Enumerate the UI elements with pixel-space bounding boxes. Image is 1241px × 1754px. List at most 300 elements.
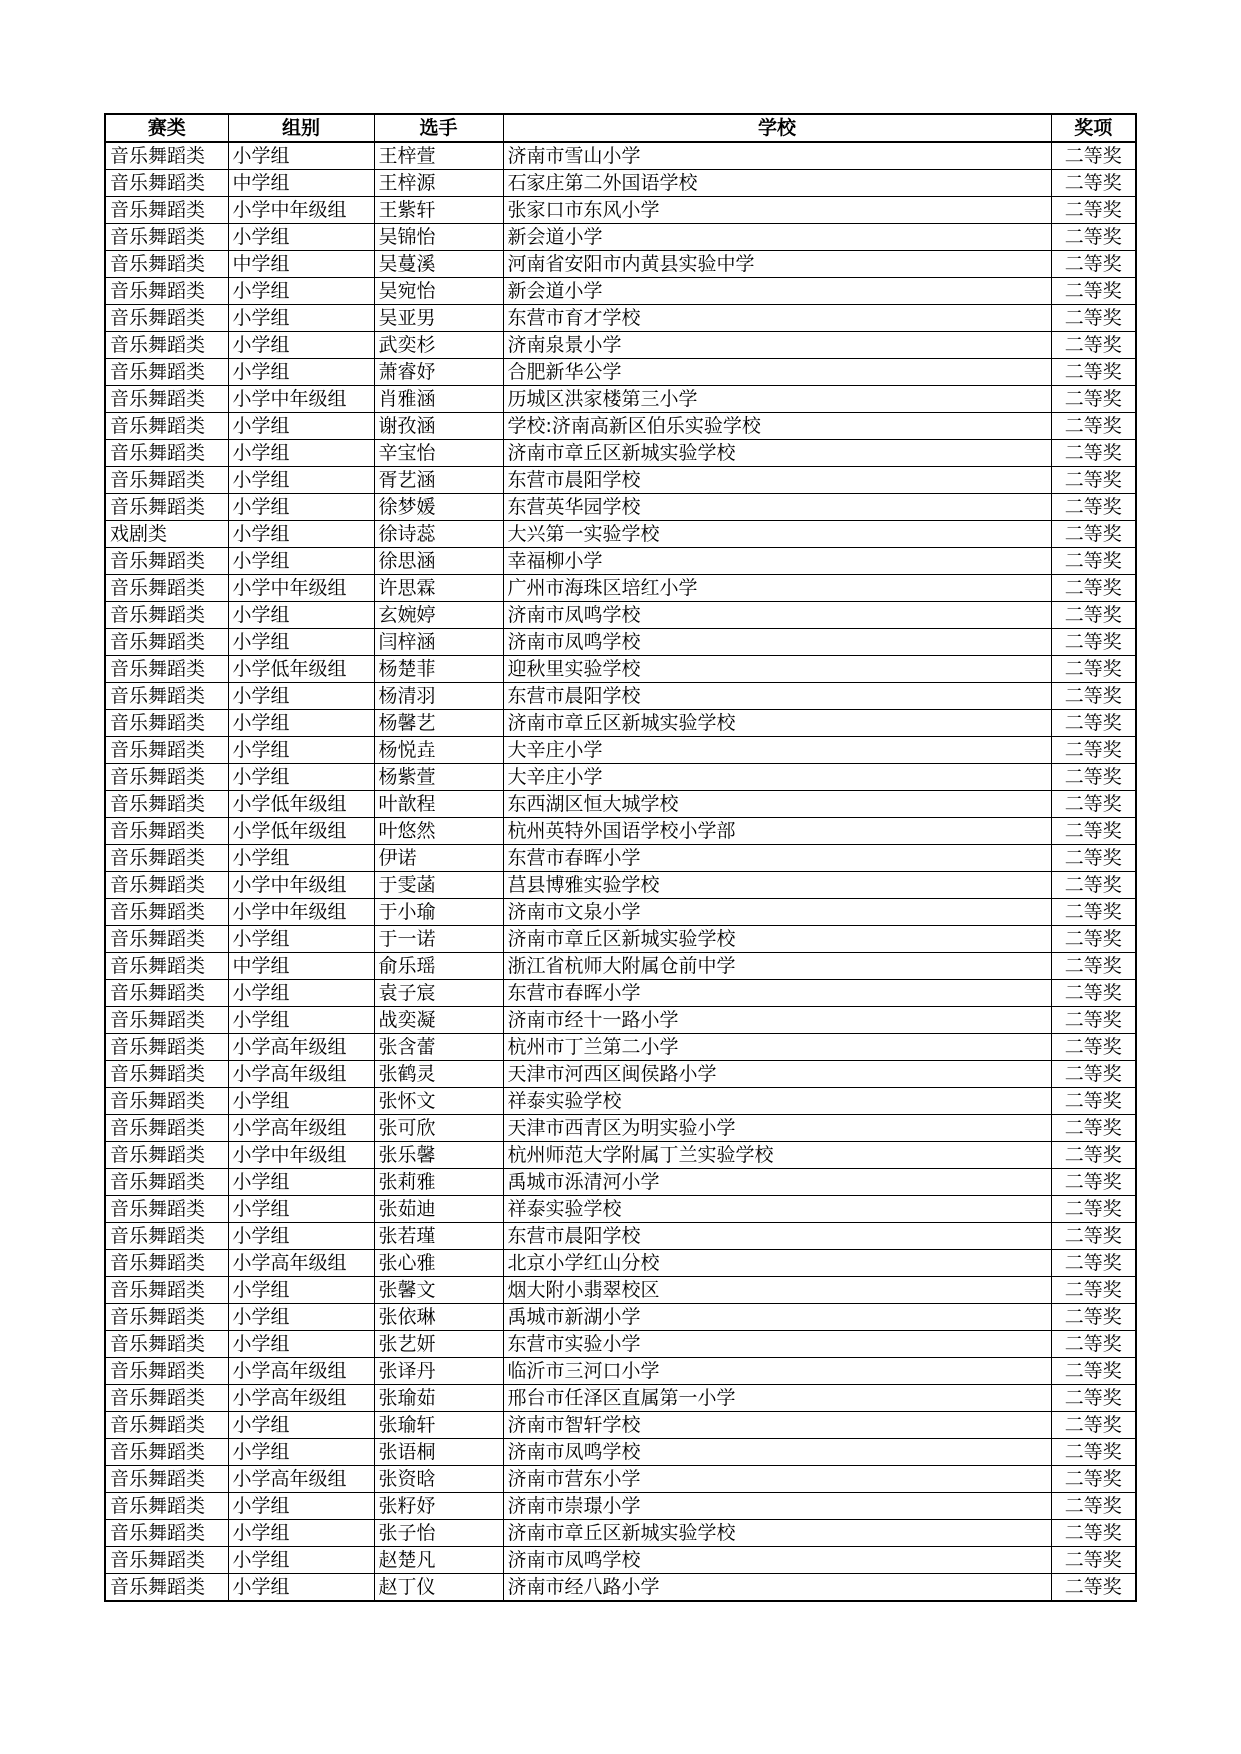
cell-contestant: 张子怡	[374, 1520, 503, 1547]
cell-award: 二等奖	[1051, 1169, 1136, 1196]
cell-school: 莒县博雅实验学校	[503, 872, 1051, 899]
header-row	[105, 114, 1136, 142]
cell-category: 音乐舞蹈类	[105, 1034, 228, 1061]
cell-category: 音乐舞蹈类	[105, 1169, 228, 1196]
table-row	[105, 683, 1136, 710]
cell-group: 小学低年级组	[228, 791, 374, 818]
table-row	[105, 1412, 1136, 1439]
cell-contestant: 杨楚菲	[374, 656, 503, 683]
cell-school: 大辛庄小学	[503, 737, 1051, 764]
cell-group: 小学组	[228, 142, 374, 170]
cell-school: 北京小学红山分校	[503, 1250, 1051, 1277]
cell-group: 小学中年级组	[228, 872, 374, 899]
cell-category: 音乐舞蹈类	[105, 1277, 228, 1304]
cell-category: 音乐舞蹈类	[105, 467, 228, 494]
cell-contestant: 杨紫萱	[374, 764, 503, 791]
cell-contestant: 张艺妍	[374, 1331, 503, 1358]
cell-category: 音乐舞蹈类	[105, 1520, 228, 1547]
cell-group: 小学组	[228, 413, 374, 440]
cell-category: 音乐舞蹈类	[105, 683, 228, 710]
cell-group: 小学组	[228, 521, 374, 548]
table-row	[105, 629, 1136, 656]
cell-category: 音乐舞蹈类	[105, 656, 228, 683]
cell-group: 小学中年级组	[228, 1142, 374, 1169]
cell-award: 二等奖	[1051, 1250, 1136, 1277]
cell-contestant: 张乐馨	[374, 1142, 503, 1169]
cell-group: 小学组	[228, 1547, 374, 1574]
cell-category: 戏剧类	[105, 521, 228, 548]
cell-school: 济南市章丘区新城实验学校	[503, 710, 1051, 737]
header-group: 组别	[228, 114, 374, 142]
table-row	[105, 818, 1136, 845]
cell-school: 新会道小学	[503, 278, 1051, 305]
cell-award: 二等奖	[1051, 980, 1136, 1007]
cell-category: 音乐舞蹈类	[105, 332, 228, 359]
cell-group: 小学低年级组	[228, 656, 374, 683]
cell-school: 济南市经八路小学	[503, 1574, 1051, 1602]
cell-award: 二等奖	[1051, 332, 1136, 359]
table-row	[105, 953, 1136, 980]
cell-contestant: 徐诗蕊	[374, 521, 503, 548]
cell-school: 济南市智轩学校	[503, 1412, 1051, 1439]
cell-group: 小学组	[228, 845, 374, 872]
table-row	[105, 170, 1136, 197]
cell-school: 东西湖区恒大城学校	[503, 791, 1051, 818]
cell-group: 中学组	[228, 170, 374, 197]
table-row	[105, 656, 1136, 683]
cell-school: 新会道小学	[503, 224, 1051, 251]
cell-award: 二等奖	[1051, 224, 1136, 251]
cell-contestant: 张依琳	[374, 1304, 503, 1331]
cell-category: 音乐舞蹈类	[105, 1547, 228, 1574]
table-row	[105, 602, 1136, 629]
cell-award: 二等奖	[1051, 1412, 1136, 1439]
cell-award: 二等奖	[1051, 926, 1136, 953]
cell-group: 小学组	[228, 1331, 374, 1358]
table-body	[105, 142, 1136, 1601]
cell-contestant: 萧睿妤	[374, 359, 503, 386]
table-row	[105, 332, 1136, 359]
cell-award: 二等奖	[1051, 170, 1136, 197]
table-row	[105, 1385, 1136, 1412]
cell-contestant: 战奕凝	[374, 1007, 503, 1034]
cell-group: 小学组	[228, 1493, 374, 1520]
cell-category: 音乐舞蹈类	[105, 1250, 228, 1277]
cell-contestant: 王紫轩	[374, 197, 503, 224]
cell-category: 音乐舞蹈类	[105, 845, 228, 872]
cell-group: 小学组	[228, 1277, 374, 1304]
cell-contestant: 张可欣	[374, 1115, 503, 1142]
cell-contestant: 张心雅	[374, 1250, 503, 1277]
cell-school: 东营市实验小学	[503, 1331, 1051, 1358]
cell-school: 东营市晨阳学校	[503, 467, 1051, 494]
table-row	[105, 1250, 1136, 1277]
table-row	[105, 494, 1136, 521]
cell-award: 二等奖	[1051, 1034, 1136, 1061]
cell-school: 济南市凤鸣学校	[503, 629, 1051, 656]
cell-award: 二等奖	[1051, 386, 1136, 413]
table-row	[105, 440, 1136, 467]
cell-school: 东营市晨阳学校	[503, 683, 1051, 710]
cell-category: 音乐舞蹈类	[105, 359, 228, 386]
cell-group: 小学组	[228, 224, 374, 251]
cell-award: 二等奖	[1051, 440, 1136, 467]
cell-school: 济南市凤鸣学校	[503, 602, 1051, 629]
cell-category: 音乐舞蹈类	[105, 791, 228, 818]
cell-award: 二等奖	[1051, 467, 1136, 494]
cell-school: 东营英华园学校	[503, 494, 1051, 521]
cell-group: 小学组	[228, 602, 374, 629]
table-row	[105, 1304, 1136, 1331]
cell-group: 小学高年级组	[228, 1115, 374, 1142]
cell-award: 二等奖	[1051, 548, 1136, 575]
cell-category: 音乐舞蹈类	[105, 251, 228, 278]
cell-category: 音乐舞蹈类	[105, 278, 228, 305]
table-row	[105, 980, 1136, 1007]
cell-category: 音乐舞蹈类	[105, 1061, 228, 1088]
cell-award: 二等奖	[1051, 1223, 1136, 1250]
cell-school: 东营市晨阳学校	[503, 1223, 1051, 1250]
cell-award: 二等奖	[1051, 1142, 1136, 1169]
cell-award: 二等奖	[1051, 1466, 1136, 1493]
cell-group: 小学组	[228, 305, 374, 332]
cell-award: 二等奖	[1051, 764, 1136, 791]
cell-school: 广州市海珠区培红小学	[503, 575, 1051, 602]
cell-category: 音乐舞蹈类	[105, 1466, 228, 1493]
cell-contestant: 吴宛怡	[374, 278, 503, 305]
cell-group: 小学高年级组	[228, 1250, 374, 1277]
table-row	[105, 1439, 1136, 1466]
cell-category: 音乐舞蹈类	[105, 737, 228, 764]
cell-group: 小学组	[228, 1088, 374, 1115]
cell-award: 二等奖	[1051, 142, 1136, 170]
cell-group: 小学组	[228, 980, 374, 1007]
cell-category: 音乐舞蹈类	[105, 602, 228, 629]
cell-school: 祥泰实验学校	[503, 1196, 1051, 1223]
cell-award: 二等奖	[1051, 1574, 1136, 1602]
cell-award: 二等奖	[1051, 1358, 1136, 1385]
cell-group: 小学组	[228, 1439, 374, 1466]
cell-school: 济南市章丘区新城实验学校	[503, 440, 1051, 467]
cell-school: 东营市春晖小学	[503, 845, 1051, 872]
header-contestant: 选手	[374, 114, 503, 142]
cell-school: 济南市崇璟小学	[503, 1493, 1051, 1520]
cell-group: 小学高年级组	[228, 1358, 374, 1385]
cell-contestant: 于小瑜	[374, 899, 503, 926]
cell-school: 杭州英特外国语学校小学部	[503, 818, 1051, 845]
cell-school: 祥泰实验学校	[503, 1088, 1051, 1115]
cell-contestant: 张译丹	[374, 1358, 503, 1385]
cell-contestant: 武奕杉	[374, 332, 503, 359]
cell-contestant: 张含蕾	[374, 1034, 503, 1061]
cell-contestant: 叶歆程	[374, 791, 503, 818]
cell-school: 合肥新华公学	[503, 359, 1051, 386]
cell-contestant: 张莉雅	[374, 1169, 503, 1196]
cell-contestant: 吴亚男	[374, 305, 503, 332]
cell-award: 二等奖	[1051, 1385, 1136, 1412]
cell-award: 二等奖	[1051, 656, 1136, 683]
cell-school: 东营市育才学校	[503, 305, 1051, 332]
table-row	[105, 467, 1136, 494]
cell-contestant: 王梓源	[374, 170, 503, 197]
cell-contestant: 叶悠然	[374, 818, 503, 845]
cell-group: 小学组	[228, 710, 374, 737]
cell-group: 小学中年级组	[228, 899, 374, 926]
cell-category: 音乐舞蹈类	[105, 1088, 228, 1115]
cell-category: 音乐舞蹈类	[105, 1223, 228, 1250]
cell-contestant: 徐思涵	[374, 548, 503, 575]
table-row	[105, 1493, 1136, 1520]
cell-category: 音乐舞蹈类	[105, 575, 228, 602]
cell-school: 幸福柳小学	[503, 548, 1051, 575]
cell-contestant: 张瑜茹	[374, 1385, 503, 1412]
cell-award: 二等奖	[1051, 1061, 1136, 1088]
cell-award: 二等奖	[1051, 278, 1136, 305]
cell-school: 烟大附小翡翠校区	[503, 1277, 1051, 1304]
cell-category: 音乐舞蹈类	[105, 386, 228, 413]
cell-award: 二等奖	[1051, 683, 1136, 710]
table-row	[105, 224, 1136, 251]
cell-contestant: 胥艺涵	[374, 467, 503, 494]
cell-award: 二等奖	[1051, 872, 1136, 899]
cell-group: 小学组	[228, 1520, 374, 1547]
cell-school: 济南市营东小学	[503, 1466, 1051, 1493]
cell-award: 二等奖	[1051, 1520, 1136, 1547]
cell-school: 邢台市任泽区直属第一小学	[503, 1385, 1051, 1412]
cell-award: 二等奖	[1051, 602, 1136, 629]
cell-contestant: 吴蔓溪	[374, 251, 503, 278]
cell-group: 小学组	[228, 737, 374, 764]
cell-award: 二等奖	[1051, 494, 1136, 521]
cell-award: 二等奖	[1051, 1439, 1136, 1466]
cell-award: 二等奖	[1051, 1547, 1136, 1574]
table-row	[105, 845, 1136, 872]
table-row	[105, 521, 1136, 548]
cell-group: 小学组	[228, 629, 374, 656]
cell-category: 音乐舞蹈类	[105, 1439, 228, 1466]
cell-school: 石家庄第二外国语学校	[503, 170, 1051, 197]
table-row	[105, 1142, 1136, 1169]
cell-category: 音乐舞蹈类	[105, 170, 228, 197]
cell-group: 小学组	[228, 926, 374, 953]
cell-contestant: 杨悦垚	[374, 737, 503, 764]
cell-contestant: 赵楚凡	[374, 1547, 503, 1574]
cell-contestant: 辛宝怡	[374, 440, 503, 467]
cell-contestant: 肖雅涵	[374, 386, 503, 413]
cell-award: 二等奖	[1051, 1304, 1136, 1331]
cell-contestant: 杨清羽	[374, 683, 503, 710]
cell-category: 音乐舞蹈类	[105, 1304, 228, 1331]
cell-contestant: 玄婉婷	[374, 602, 503, 629]
table-row	[105, 575, 1136, 602]
cell-group: 小学组	[228, 1007, 374, 1034]
table-row	[105, 1466, 1136, 1493]
table-row	[105, 1115, 1136, 1142]
cell-contestant: 吴锦怡	[374, 224, 503, 251]
cell-contestant: 许思霖	[374, 575, 503, 602]
cell-school: 济南市章丘区新城实验学校	[503, 926, 1051, 953]
table-row	[105, 1169, 1136, 1196]
cell-contestant: 袁子宸	[374, 980, 503, 1007]
cell-award: 二等奖	[1051, 305, 1136, 332]
cell-award: 二等奖	[1051, 818, 1136, 845]
cell-group: 中学组	[228, 953, 374, 980]
cell-contestant: 于一诺	[374, 926, 503, 953]
table-row	[105, 1277, 1136, 1304]
cell-school: 杭州师范大学附属丁兰实验学校	[503, 1142, 1051, 1169]
cell-award: 二等奖	[1051, 629, 1136, 656]
cell-school: 临沂市三河口小学	[503, 1358, 1051, 1385]
cell-category: 音乐舞蹈类	[105, 899, 228, 926]
cell-category: 音乐舞蹈类	[105, 413, 228, 440]
cell-school: 禹城市泺清河小学	[503, 1169, 1051, 1196]
cell-award: 二等奖	[1051, 710, 1136, 737]
table-row	[105, 1223, 1136, 1250]
cell-group: 小学组	[228, 1304, 374, 1331]
table-row	[105, 1034, 1136, 1061]
cell-group: 小学组	[228, 278, 374, 305]
cell-category: 音乐舞蹈类	[105, 1493, 228, 1520]
cell-award: 二等奖	[1051, 1277, 1136, 1304]
cell-category: 音乐舞蹈类	[105, 440, 228, 467]
cell-school: 杭州市丁兰第二小学	[503, 1034, 1051, 1061]
table-row	[105, 1331, 1136, 1358]
cell-category: 音乐舞蹈类	[105, 980, 228, 1007]
cell-contestant: 张鹤灵	[374, 1061, 503, 1088]
cell-group: 小学组	[228, 1223, 374, 1250]
cell-award: 二等奖	[1051, 1007, 1136, 1034]
cell-category: 音乐舞蹈类	[105, 224, 228, 251]
table-row	[105, 764, 1136, 791]
table-row	[105, 1088, 1136, 1115]
cell-category: 音乐舞蹈类	[105, 818, 228, 845]
cell-school: 天津市河西区闽侯路小学	[503, 1061, 1051, 1088]
table-row	[105, 1547, 1136, 1574]
cell-group: 小学高年级组	[228, 1061, 374, 1088]
table-row	[105, 548, 1136, 575]
cell-school: 济南市凤鸣学校	[503, 1547, 1051, 1574]
cell-school: 浙江省杭师大附属仓前中学	[503, 953, 1051, 980]
table-row	[105, 413, 1136, 440]
cell-contestant: 张馨文	[374, 1277, 503, 1304]
cell-group: 小学高年级组	[228, 1034, 374, 1061]
cell-category: 音乐舞蹈类	[105, 494, 228, 521]
table-row	[105, 926, 1136, 953]
table-row	[105, 305, 1136, 332]
cell-school: 济南市雪山小学	[503, 142, 1051, 170]
cell-group: 小学组	[228, 332, 374, 359]
table-row	[105, 278, 1136, 305]
table-row	[105, 1358, 1136, 1385]
cell-group: 小学组	[228, 467, 374, 494]
cell-contestant: 闫梓涵	[374, 629, 503, 656]
cell-school: 济南市经十一路小学	[503, 1007, 1051, 1034]
cell-group: 中学组	[228, 251, 374, 278]
cell-award: 二等奖	[1051, 791, 1136, 818]
cell-group: 小学中年级组	[228, 575, 374, 602]
table-header	[105, 114, 1136, 142]
cell-award: 二等奖	[1051, 1088, 1136, 1115]
header-category: 赛类	[105, 114, 228, 142]
cell-contestant: 赵丁仪	[374, 1574, 503, 1602]
cell-school: 禹城市新湖小学	[503, 1304, 1051, 1331]
cell-award: 二等奖	[1051, 197, 1136, 224]
table-row	[105, 1007, 1136, 1034]
cell-contestant: 杨馨艺	[374, 710, 503, 737]
cell-award: 二等奖	[1051, 575, 1136, 602]
cell-contestant: 王梓萱	[374, 142, 503, 170]
cell-category: 音乐舞蹈类	[105, 1115, 228, 1142]
header-award: 奖项	[1051, 114, 1136, 142]
cell-category: 音乐舞蹈类	[105, 1412, 228, 1439]
table-row	[105, 1061, 1136, 1088]
cell-school: 济南市凤鸣学校	[503, 1439, 1051, 1466]
cell-award: 二等奖	[1051, 1196, 1136, 1223]
cell-category: 音乐舞蹈类	[105, 1574, 228, 1602]
table-row	[105, 872, 1136, 899]
cell-award: 二等奖	[1051, 737, 1136, 764]
table-row	[105, 737, 1136, 764]
cell-school: 大辛庄小学	[503, 764, 1051, 791]
cell-group: 小学低年级组	[228, 818, 374, 845]
cell-contestant: 张语桐	[374, 1439, 503, 1466]
cell-award: 二等奖	[1051, 845, 1136, 872]
cell-contestant: 徐梦媛	[374, 494, 503, 521]
cell-group: 小学组	[228, 440, 374, 467]
cell-award: 二等奖	[1051, 413, 1136, 440]
cell-category: 音乐舞蹈类	[105, 1331, 228, 1358]
cell-group: 小学组	[228, 1574, 374, 1602]
cell-group: 小学高年级组	[228, 1385, 374, 1412]
table-row	[105, 1574, 1136, 1602]
table-row	[105, 710, 1136, 737]
cell-category: 音乐舞蹈类	[105, 1142, 228, 1169]
cell-school: 大兴第一实验学校	[503, 521, 1051, 548]
cell-school: 张家口市东风小学	[503, 197, 1051, 224]
cell-group: 小学组	[228, 494, 374, 521]
cell-award: 二等奖	[1051, 899, 1136, 926]
cell-school: 迎秋里实验学校	[503, 656, 1051, 683]
cell-school: 济南市章丘区新城实验学校	[503, 1520, 1051, 1547]
cell-category: 音乐舞蹈类	[105, 926, 228, 953]
cell-award: 二等奖	[1051, 1493, 1136, 1520]
cell-category: 音乐舞蹈类	[105, 1358, 228, 1385]
cell-group: 小学组	[228, 1196, 374, 1223]
cell-contestant: 张瑜轩	[374, 1412, 503, 1439]
cell-group: 小学组	[228, 359, 374, 386]
cell-group: 小学中年级组	[228, 386, 374, 413]
cell-school: 济南泉景小学	[503, 332, 1051, 359]
table-row	[105, 899, 1136, 926]
cell-category: 音乐舞蹈类	[105, 1385, 228, 1412]
cell-group: 小学组	[228, 683, 374, 710]
cell-group: 小学高年级组	[228, 1466, 374, 1493]
cell-category: 音乐舞蹈类	[105, 953, 228, 980]
cell-award: 二等奖	[1051, 953, 1136, 980]
cell-category: 音乐舞蹈类	[105, 872, 228, 899]
table-row	[105, 142, 1136, 170]
cell-award: 二等奖	[1051, 251, 1136, 278]
cell-group: 小学组	[228, 1169, 374, 1196]
cell-school: 河南省安阳市内黄县实验中学	[503, 251, 1051, 278]
cell-school: 历城区洪家楼第三小学	[503, 386, 1051, 413]
cell-award: 二等奖	[1051, 1115, 1136, 1142]
cell-group: 小学组	[228, 764, 374, 791]
table-row	[105, 1520, 1136, 1547]
cell-group: 小学组	[228, 548, 374, 575]
cell-contestant: 于雯菡	[374, 872, 503, 899]
cell-school: 济南市文泉小学	[503, 899, 1051, 926]
